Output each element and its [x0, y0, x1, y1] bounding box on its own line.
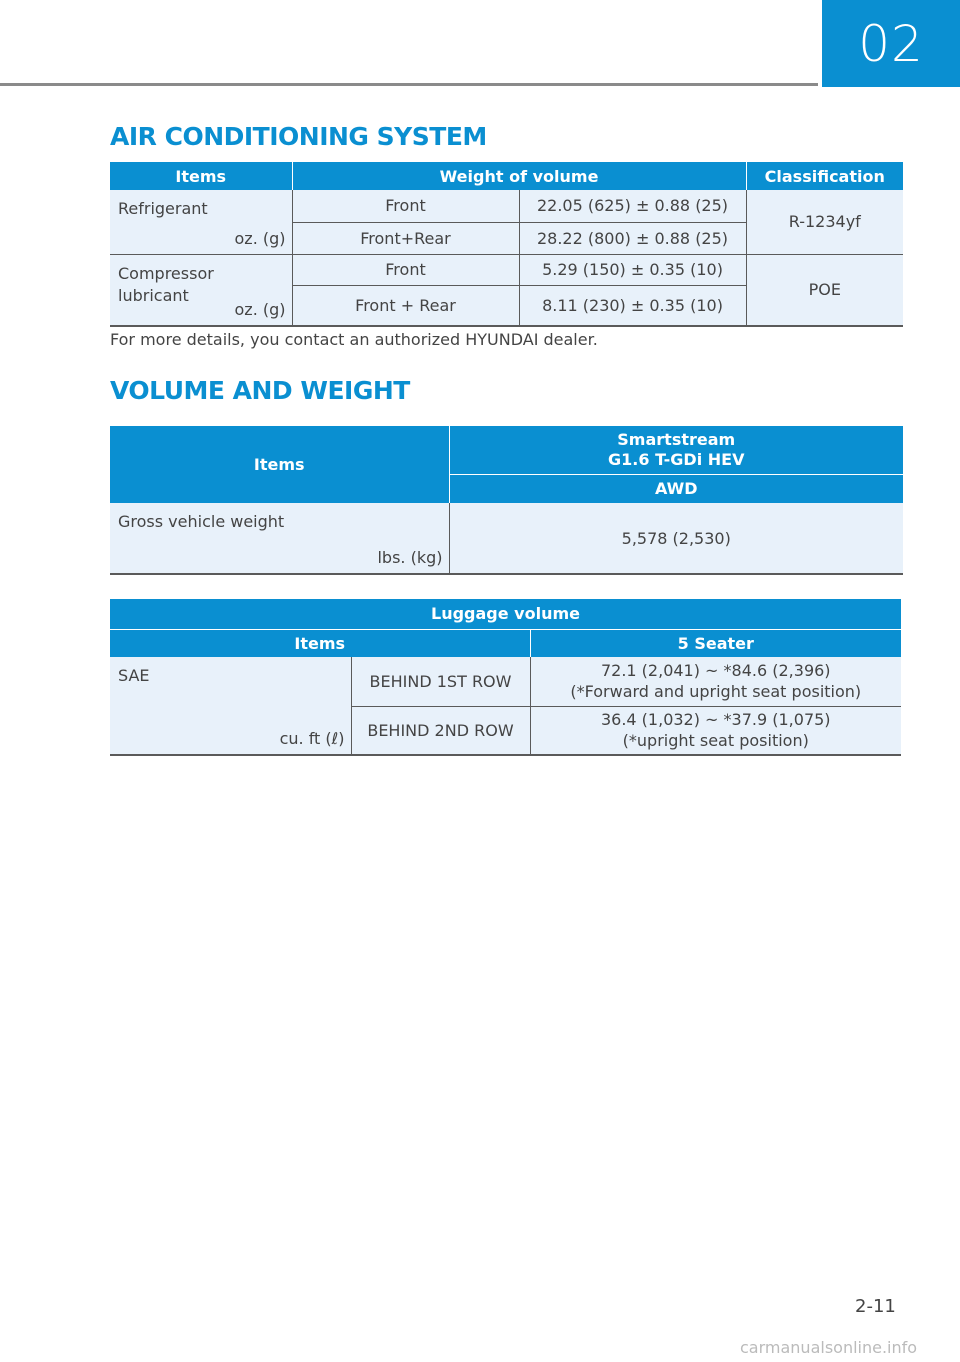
- refrigerant-label: Refrigerant: [118, 199, 208, 218]
- gvw-label-cell: [110, 503, 449, 574]
- luggage-value: 36.4 (1,032) ~ *37.9 (1,075): [600, 710, 831, 730]
- refrigerant-unit: oz. (g): [234, 228, 286, 248]
- luggage-position: BEHIND 2ND ROW: [351, 706, 530, 755]
- refrigerant-classification: R-1234yf: [746, 190, 903, 254]
- luggage-value-cell: [530, 657, 901, 706]
- ac-header-weight: Weight of volume: [292, 162, 746, 190]
- ac-section-title: AIR CONDITIONING SYSTEM: [110, 122, 487, 151]
- vw-header-items: Items: [110, 426, 449, 503]
- lubricant-position: Front + Rear: [292, 285, 519, 326]
- luggage-header-items: Items: [110, 629, 530, 657]
- sae-label-cell: [110, 657, 351, 755]
- luggage-note: (*upright seat position): [622, 731, 809, 751]
- gvw-unit: lbs. (kg): [377, 548, 443, 567]
- page-number: 2-11: [855, 1296, 896, 1317]
- lubricant-classification: POE: [746, 254, 903, 326]
- sae-unit: cu. ft (ℓ): [279, 729, 345, 748]
- engine-name: Smartstream G1.6 T-GDi HEV: [608, 429, 745, 469]
- refrigerant-value: 28.22 (800) ± 0.88 (25): [519, 222, 746, 254]
- luggage-header-seater: 5 Seater: [530, 629, 901, 657]
- luggage-note: (*Forward and upright seat position): [570, 682, 862, 702]
- luggage-table: [110, 599, 901, 756]
- vw-header-drive: AWD: [449, 474, 903, 503]
- luggage-title: Luggage volume: [110, 599, 901, 629]
- chapter-number: 02: [822, 0, 960, 87]
- lubricant-unit: oz. (g): [234, 300, 286, 319]
- refrigerant-label-cell: [110, 190, 292, 254]
- ac-note: For more details, you contact an authorized HYUNDAI dealer.: [110, 330, 598, 349]
- lubricant-label: Compressor lubricant: [118, 263, 214, 305]
- luggage-value-cell: [530, 706, 901, 755]
- header-rule: [0, 83, 818, 86]
- ac-table: [110, 162, 903, 327]
- watermark: carmanualsonline.info: [740, 1338, 918, 1357]
- gvw-label: Gross vehicle weight: [118, 512, 285, 531]
- lubricant-label-cell: [110, 254, 292, 326]
- gvw-value: 5,578 (2,530): [449, 503, 903, 574]
- refrigerant-value: 22.05 (625) ± 0.88 (25): [519, 190, 746, 222]
- refrigerant-position: Front+Rear: [292, 222, 519, 254]
- lubricant-value: 5.29 (150) ± 0.35 (10): [519, 254, 746, 285]
- vw-header-engine: [449, 426, 903, 474]
- lubricant-value: 8.11 (230) ± 0.35 (10): [519, 285, 746, 326]
- sae-label: SAE: [118, 666, 150, 685]
- ac-header-classification: Classification: [746, 162, 903, 190]
- refrigerant-position: Front: [292, 190, 519, 222]
- lubricant-position: Front: [292, 254, 519, 285]
- ac-header-items: Items: [110, 162, 292, 190]
- luggage-position: BEHIND 1ST ROW: [351, 657, 530, 706]
- vw-table: [110, 426, 903, 575]
- luggage-value: 72.1 (2,041) ~ *84.6 (2,396): [600, 661, 831, 681]
- vw-section-title: VOLUME AND WEIGHT: [110, 376, 410, 405]
